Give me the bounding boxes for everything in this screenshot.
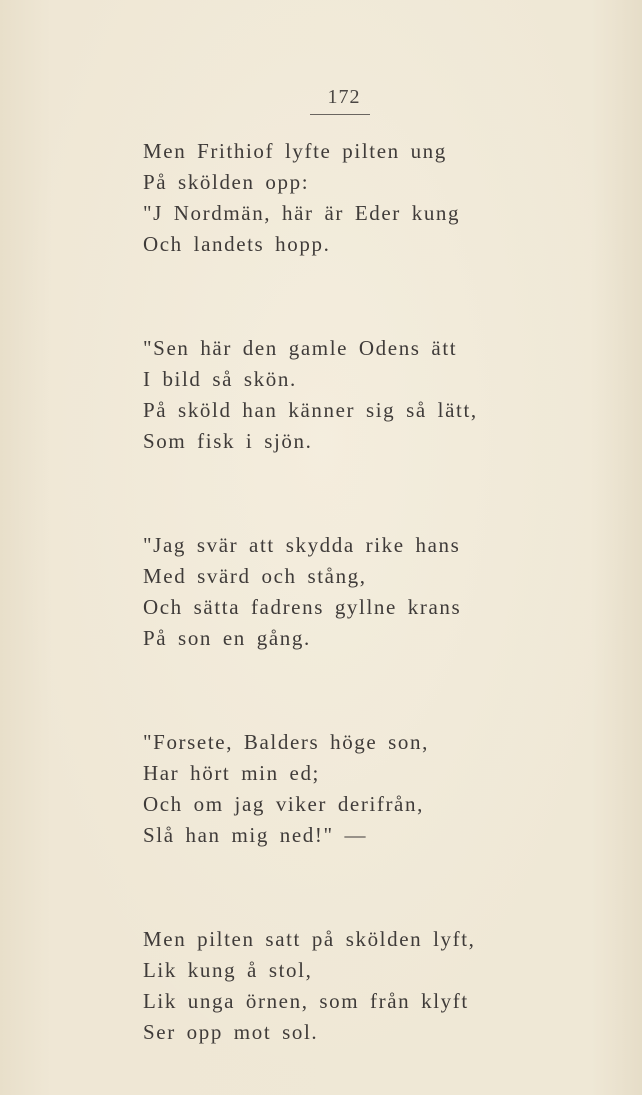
verse-line: Ser opp mot sol. xyxy=(143,1020,319,1044)
poem xyxy=(143,136,543,1048)
verse-line: Men Frithiof lyfte pilten ung xyxy=(143,139,447,163)
stanza-1 xyxy=(143,136,543,260)
verse-line: Och om jag viker derifrån, xyxy=(143,792,424,816)
verse-line: Har hört min ed; xyxy=(143,761,320,785)
page-number-rule xyxy=(310,114,370,115)
verse-line: Lik unga örnen, som från klyft xyxy=(143,989,469,1013)
verse-line: I bild så skön. xyxy=(143,367,297,391)
verse-line: Och landets hopp. xyxy=(143,232,331,256)
verse-line: "J Nordmän, här är Eder kung xyxy=(143,201,461,225)
verse-line: "Sen här den gamle Odens ätt xyxy=(143,336,458,360)
verse-line: Med svärd och stång, xyxy=(143,564,367,588)
stanza-4 xyxy=(143,727,543,851)
verse-line: "Jag svär att skydda rike hans xyxy=(143,533,461,557)
stanza-5 xyxy=(143,924,543,1048)
verse-line: Men pilten satt på skölden lyft, xyxy=(143,927,476,951)
verse-line: Lik kung å stol, xyxy=(143,958,313,982)
verse-line: "Forsete, Balders höge son, xyxy=(143,730,429,754)
verse-line: På son en gång. xyxy=(143,626,311,650)
verse-line: På sköld han känner sig så lätt, xyxy=(143,398,478,422)
verse-line: Och sätta fadrens gyllne krans xyxy=(143,595,462,619)
stanza-2 xyxy=(143,333,543,457)
page-number: 172 xyxy=(327,86,361,108)
stanza-3 xyxy=(143,530,543,654)
verse-line: Slå han mig ned!" — xyxy=(143,823,368,847)
verse-line: På skölden opp: xyxy=(143,170,310,194)
verse-line: Som fisk i sjön. xyxy=(143,429,313,453)
